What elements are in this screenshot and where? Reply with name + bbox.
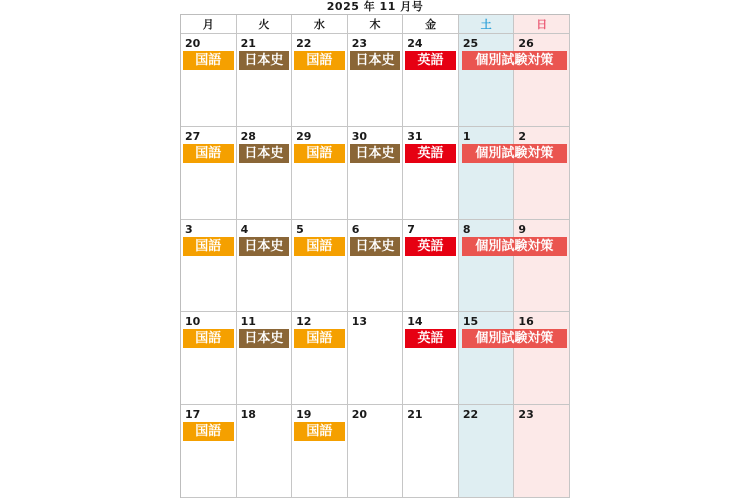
date-number: 23 [518, 408, 534, 422]
date-number: 24 [407, 37, 423, 50]
day-cell-10 [181, 312, 237, 405]
date-number: 30 [351, 129, 368, 143]
weekday-header-label: 土 [480, 18, 492, 31]
date-number: 8 [462, 222, 471, 236]
subject-badge-kokugo: 国語 [294, 237, 345, 256]
date-number: 15 [462, 315, 479, 329]
weekday-header-label: 水 [313, 18, 325, 31]
day-cell-22 [292, 34, 348, 127]
date-number: 6 [351, 222, 360, 236]
subject-badge-eigo: 英語 [405, 329, 456, 348]
date-number: 29 [296, 129, 312, 143]
subject-badge-kokugo: 国語 [183, 144, 234, 163]
day-cell-2 [514, 127, 570, 220]
date-number: 20 [185, 37, 201, 50]
calendar-grid [180, 14, 570, 498]
day-cell-3 [181, 220, 237, 313]
calendar-title: 2025 年 11 月号 [326, 0, 424, 13]
weekday-header-label: 金 [425, 18, 437, 31]
day-cell-21 [403, 405, 459, 498]
date-number: 4 [240, 222, 249, 236]
weekday-header-label: 月 [202, 18, 214, 31]
day-cell-30 [348, 127, 404, 220]
subject-badge-kokugo: 国語 [183, 329, 234, 348]
subject-badge-nihonshi: 日本史 [239, 51, 290, 70]
day-cell-16 [514, 312, 570, 405]
date-number: 31 [407, 129, 423, 143]
subject-badge-eigo: 英語 [405, 144, 456, 163]
subject-badge-kobetsu: 個別試験対策 [462, 329, 567, 348]
date-number: 27 [185, 129, 201, 143]
subject-badge-eigo: 英語 [405, 237, 456, 256]
date-number: 5 [296, 222, 304, 236]
subject-badge-kokugo: 国語 [294, 422, 345, 441]
weekday-header-label: 木 [369, 18, 381, 31]
day-cell-7 [403, 220, 459, 313]
weekday-header-金 [403, 15, 459, 34]
day-cell-17 [181, 405, 237, 498]
date-number: 22 [462, 408, 479, 422]
date-number: 13 [351, 315, 368, 329]
subject-badge-kokugo: 国語 [183, 422, 234, 441]
day-cell-6 [348, 220, 404, 313]
weekday-header-月 [181, 15, 237, 34]
subject-badge-eigo: 英語 [405, 51, 456, 70]
day-cell-11 [237, 312, 293, 405]
day-cell-23 [514, 405, 570, 498]
day-cell-1 [459, 127, 554, 220]
day-cell-22 [459, 405, 515, 498]
weekday-header-水 [292, 15, 348, 34]
subject-badge-kobetsu: 個別試験対策 [462, 144, 567, 163]
subject-badge-nihonshi: 日本史 [239, 237, 290, 256]
subject-badge-nihonshi: 日本史 [350, 237, 401, 256]
date-number: 21 [407, 408, 423, 422]
day-cell-29 [292, 127, 348, 220]
date-number: 3 [185, 222, 193, 236]
day-cell-4 [237, 220, 293, 313]
day-cell-14 [403, 312, 459, 405]
subject-badge-nihonshi: 日本史 [350, 51, 401, 70]
day-cell-5 [292, 220, 348, 313]
date-number: 12 [296, 315, 312, 329]
subject-badge-kokugo: 国語 [183, 237, 234, 256]
date-number: 1 [462, 129, 471, 143]
day-cell-27 [181, 127, 237, 220]
date-number: 10 [185, 315, 201, 329]
date-number: 11 [240, 315, 256, 329]
day-cell-20 [348, 405, 404, 498]
day-cell-9 [514, 220, 570, 313]
day-cell-24 [403, 34, 459, 127]
date-number: 9 [518, 222, 527, 236]
weekday-header-label: 日 [536, 18, 548, 31]
day-cell-8 [459, 220, 554, 313]
day-cell-23 [348, 34, 404, 127]
day-cell-12 [292, 312, 348, 405]
date-number: 7 [407, 222, 415, 236]
subject-badge-nihonshi: 日本史 [350, 144, 401, 163]
subject-badge-kobetsu: 個別試験対策 [462, 51, 567, 70]
day-cell-18 [237, 405, 293, 498]
day-cell-19 [292, 405, 348, 498]
weekday-header-土 [459, 15, 515, 34]
date-number: 19 [296, 408, 312, 422]
subject-badge-kokugo: 国語 [294, 329, 345, 348]
date-number: 21 [240, 37, 256, 50]
subject-badge-nihonshi: 日本史 [239, 144, 290, 163]
date-number: 26 [518, 37, 534, 50]
subject-badge-kokugo: 国語 [183, 51, 234, 70]
day-cell-28 [237, 127, 293, 220]
subject-badge-nihonshi: 日本史 [239, 329, 290, 348]
subject-badge-kokugo: 国語 [294, 144, 345, 163]
date-number: 18 [240, 408, 256, 422]
weekday-header-火 [237, 15, 293, 34]
day-cell-26 [514, 34, 570, 127]
date-number: 23 [351, 37, 368, 50]
day-cell-21 [237, 34, 293, 127]
date-number: 16 [518, 315, 534, 329]
date-number: 25 [462, 37, 479, 50]
date-number: 28 [240, 129, 256, 143]
day-cell-13 [348, 312, 404, 405]
day-cell-31 [403, 127, 459, 220]
weekday-header-label: 火 [258, 18, 270, 31]
date-number: 14 [407, 315, 423, 329]
weekday-header-日 [514, 15, 570, 34]
subject-badge-kobetsu: 個別試験対策 [462, 237, 567, 256]
weekday-header-木 [348, 15, 404, 34]
date-number: 17 [185, 408, 201, 422]
date-number: 22 [296, 37, 312, 50]
date-number: 2 [518, 129, 527, 143]
day-cell-20 [181, 34, 237, 127]
subject-badge-kokugo: 国語 [294, 51, 345, 70]
date-number: 20 [351, 408, 368, 422]
